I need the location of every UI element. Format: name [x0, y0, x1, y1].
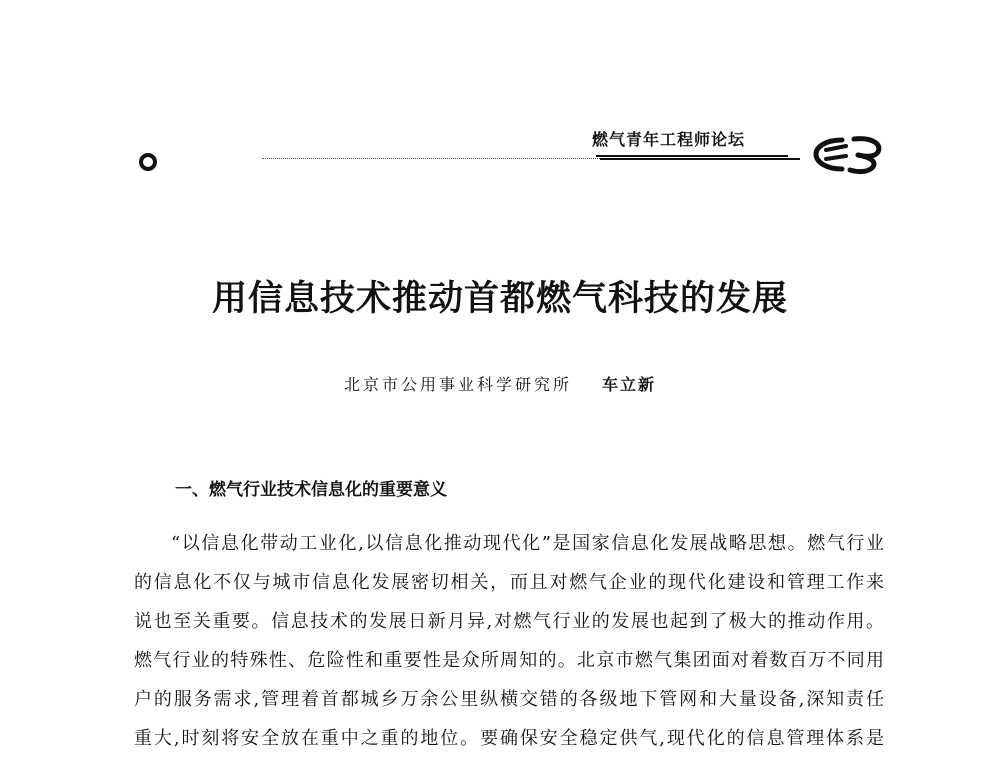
article-title: 用信息技术推动首都燃气科技的发展 [211, 278, 788, 319]
column-title-underline [596, 155, 788, 157]
paragraph-line: 说也至关重要。信息技术的发展日新月异,对燃气行业的发展也起到了极大的推动作用。 [134, 611, 884, 632]
header-solid-rule [600, 158, 800, 160]
paragraph-line: 的信息化不仅与城市信息化发展密切相关，而且对燃气企业的现代化建设和管理工作来 [134, 572, 884, 593]
header-dotted-rule [262, 158, 602, 159]
author-affiliation: 北京市公用事业科学研究所 [343, 375, 572, 394]
paragraph-line: 重大,时刻将安全放在重中之重的地位。要确保安全稳定供气,现代化的信息管理体系是 [134, 728, 884, 749]
section-heading: 一、燃气行业技术信息化的重要意义 [175, 480, 447, 500]
byline [0, 373, 1000, 397]
author-name: 车立新 [602, 375, 657, 394]
paragraph-line: 燃气行业的特殊性、危险性和重要性是众所周知的。北京市燃气集团面对着数百万不同用 [134, 650, 884, 671]
column-title: 燃气青年工程师论坛 [592, 130, 746, 149]
paragraph-line: 户的服务需求,管理着首都城乡万余公里纵横交错的各级地下管网和大量设备,深知责任 [134, 689, 884, 710]
header-bullet-icon [139, 153, 157, 171]
journal-logo-icon [812, 132, 884, 176]
paragraph-line: “以信息化带动工业化,以信息化推动现代化”是国家信息化发展战略思想。燃气行业 [171, 533, 884, 554]
